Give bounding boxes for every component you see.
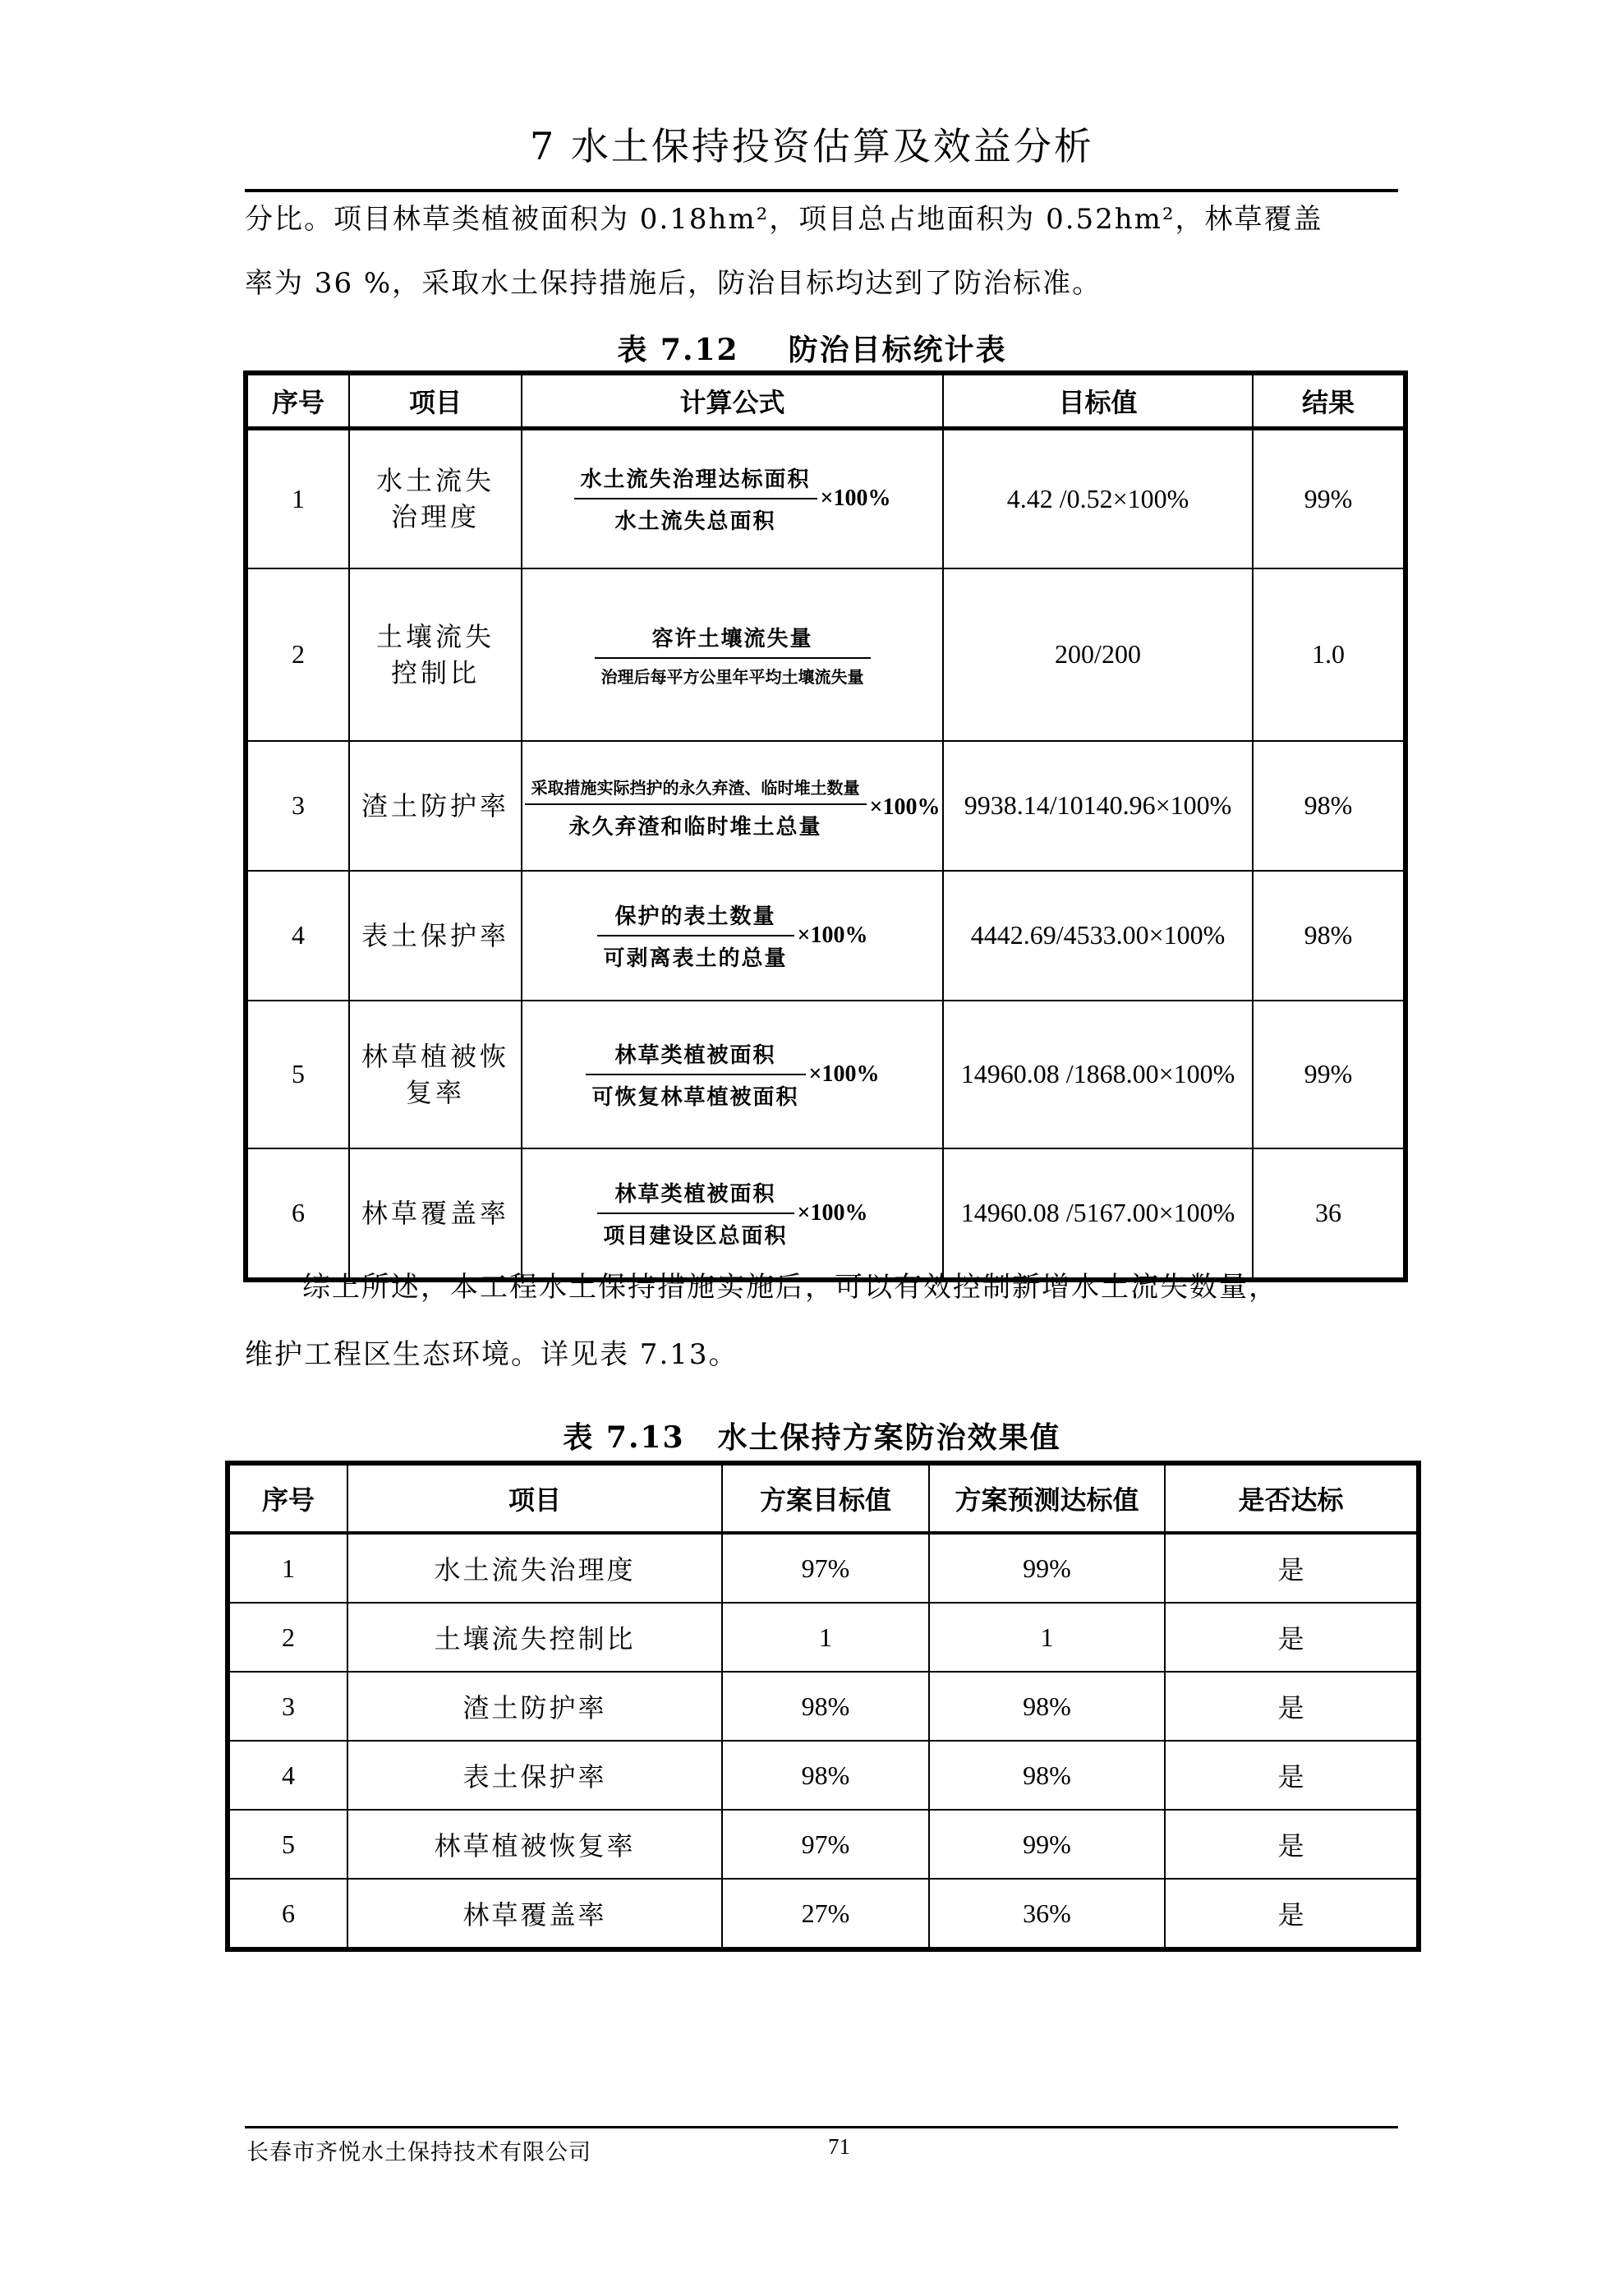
formula-denominator: 可恢复林草植被面积 bbox=[591, 1084, 799, 1110]
table-header-row bbox=[228, 1463, 1419, 1533]
formula-fraction bbox=[525, 773, 867, 842]
formula-fraction bbox=[597, 898, 794, 973]
item-name-line1: 水土流失 bbox=[375, 465, 495, 497]
predicted-value: 98% bbox=[929, 1741, 1165, 1810]
table-row bbox=[246, 741, 1405, 871]
formula-fraction bbox=[586, 1037, 806, 1112]
item-name-line1: 表土保护率 bbox=[361, 919, 509, 951]
item-name bbox=[349, 1001, 522, 1148]
summary-line-1: 综上所述，本工程水土保持措施实施后，可以有效控制新增水土流失数量， bbox=[302, 1271, 1278, 1304]
formula bbox=[574, 461, 891, 536]
item-name: 渣土防护率 bbox=[347, 1672, 722, 1741]
row-number: 3 bbox=[246, 741, 349, 871]
predicted-value: 98% bbox=[929, 1672, 1165, 1741]
header-met: 是否达标 bbox=[1165, 1463, 1419, 1533]
formula-denominator: 治理后每平方公里年平均土壤流失量 bbox=[600, 666, 864, 687]
page-number: 71 bbox=[828, 2134, 850, 2159]
item-name-line1: 林草植被恢 bbox=[361, 1040, 509, 1072]
table-712-caption bbox=[0, 327, 1624, 369]
row-number: 5 bbox=[228, 1810, 347, 1879]
formula-cell bbox=[522, 871, 943, 1001]
formula-numerator: 林草类植被面积 bbox=[614, 1181, 776, 1207]
fraction-bar bbox=[595, 657, 871, 659]
table-row bbox=[246, 871, 1405, 1001]
table-row bbox=[228, 1672, 1419, 1741]
predicted-value: 36% bbox=[929, 1879, 1165, 1949]
chapter-title: 7 水土保持投资估算及效益分析 bbox=[530, 124, 1094, 168]
row-number: 4 bbox=[246, 871, 349, 1001]
met-status: 是 bbox=[1165, 1741, 1419, 1810]
plan-target-value: 1 bbox=[722, 1603, 929, 1672]
table-row bbox=[228, 1533, 1419, 1603]
header-formula: 计算公式 bbox=[522, 373, 943, 429]
header-item: 项目 bbox=[349, 373, 522, 429]
plan-target-value: 98% bbox=[722, 1672, 929, 1741]
prevention-effect-table bbox=[225, 1461, 1421, 1952]
formula-multiplier: ×100% bbox=[797, 922, 868, 948]
table-row bbox=[228, 1810, 1419, 1879]
intro-line-1: 分比。项目林草类植被面积为 0.18hm²，项目总占地面积为 0.52hm²，林草覆盖 bbox=[245, 203, 1323, 236]
formula-fraction bbox=[595, 620, 871, 689]
item-name-line2: 复率 bbox=[405, 1076, 465, 1108]
result-value: 36 bbox=[1253, 1148, 1405, 1280]
table-713-caption bbox=[0, 1415, 1624, 1456]
row-number: 1 bbox=[246, 429, 349, 568]
header-target: 目标值 bbox=[943, 373, 1253, 429]
row-number: 2 bbox=[228, 1603, 347, 1672]
formula-cell bbox=[522, 568, 943, 741]
target-value: 200/200 bbox=[943, 568, 1253, 741]
formula bbox=[597, 898, 868, 973]
table-row bbox=[228, 1879, 1419, 1949]
result-value: 99% bbox=[1253, 1001, 1405, 1148]
formula-denominator: 可剥离表土的总量 bbox=[603, 946, 788, 971]
header-plan-target: 方案目标值 bbox=[722, 1463, 929, 1533]
item-name-line2: 控制比 bbox=[390, 656, 480, 688]
formula-denominator: 水土流失总面积 bbox=[614, 509, 776, 535]
table-713-caption-number: 表 7.13 bbox=[563, 1420, 685, 1455]
result-value: 1.0 bbox=[1253, 568, 1405, 741]
result-value: 98% bbox=[1253, 871, 1405, 1001]
item-name: 林草植被恢复率 bbox=[347, 1810, 722, 1879]
header-no: 序号 bbox=[228, 1463, 347, 1533]
met-status: 是 bbox=[1165, 1672, 1419, 1741]
item-name: 林草覆盖率 bbox=[347, 1879, 722, 1949]
table-row bbox=[246, 429, 1405, 568]
fraction-bar bbox=[597, 935, 794, 936]
row-number: 6 bbox=[246, 1148, 349, 1280]
item-name: 土壤流失控制比 bbox=[347, 1603, 722, 1672]
formula-cell bbox=[522, 1001, 943, 1148]
plan-target-value: 97% bbox=[722, 1533, 929, 1603]
footer-company: 长春市齐悦水土保持技术有限公司 bbox=[246, 2140, 591, 2165]
formula bbox=[525, 773, 941, 842]
table-row bbox=[246, 1001, 1405, 1148]
met-status: 是 bbox=[1165, 1603, 1419, 1672]
met-status: 是 bbox=[1165, 1533, 1419, 1603]
predicted-value: 99% bbox=[929, 1810, 1165, 1879]
formula-numerator: 水土流失治理达标面积 bbox=[580, 467, 811, 493]
row-number: 6 bbox=[228, 1879, 347, 1949]
item-name bbox=[349, 741, 522, 871]
table-712-caption-number: 表 7.12 bbox=[617, 333, 739, 367]
target-value: 4442.69/4533.00×100% bbox=[943, 871, 1253, 1001]
formula-denominator: 项目建设区总面积 bbox=[603, 1223, 788, 1249]
summary-line-2: 维护工程区生态环境。详见表 7.13。 bbox=[245, 1338, 738, 1371]
item-name bbox=[349, 871, 522, 1001]
item-name-line1: 林草覆盖率 bbox=[361, 1197, 509, 1229]
predicted-value: 1 bbox=[929, 1603, 1165, 1672]
target-value: 4.42 /0.52×100% bbox=[943, 429, 1253, 568]
table-713-caption-title: 水土保持方案防治效果值 bbox=[717, 1420, 1061, 1455]
formula bbox=[586, 1037, 880, 1112]
row-number: 3 bbox=[228, 1672, 347, 1741]
formula-multiplier: ×100% bbox=[808, 1061, 880, 1087]
met-status: 是 bbox=[1165, 1879, 1419, 1949]
formula-multiplier: ×100% bbox=[797, 1199, 868, 1226]
formula-fraction bbox=[574, 461, 817, 536]
predicted-value: 99% bbox=[929, 1533, 1165, 1603]
header-predicted: 方案预测达标值 bbox=[929, 1463, 1165, 1533]
result-value: 99% bbox=[1253, 429, 1405, 568]
met-status: 是 bbox=[1165, 1810, 1419, 1879]
item-name bbox=[349, 429, 522, 568]
table-row bbox=[246, 568, 1405, 741]
table-header-row bbox=[246, 373, 1405, 429]
header-no: 序号 bbox=[246, 373, 349, 429]
formula-numerator: 保护的表土数量 bbox=[614, 904, 776, 929]
fraction-bar bbox=[597, 1213, 794, 1214]
header-item: 项目 bbox=[347, 1463, 722, 1533]
item-name-line1: 土壤流失 bbox=[375, 620, 495, 652]
intro-line-2: 率为 36 %，采取水土保持措施后，防治目标均达到了防治标准。 bbox=[245, 267, 1102, 300]
item-name: 水土流失治理度 bbox=[347, 1533, 722, 1603]
table-row bbox=[228, 1603, 1419, 1672]
item-name bbox=[349, 568, 522, 741]
item-name-line1: 渣土防护率 bbox=[361, 789, 509, 821]
plan-target-value: 98% bbox=[722, 1741, 929, 1810]
formula-denominator: 永久弃渣和临时堆土总量 bbox=[568, 815, 822, 840]
item-name: 表土保护率 bbox=[347, 1741, 722, 1810]
table-712-caption-title: 防治目标统计表 bbox=[788, 333, 1007, 367]
formula-numerator: 容许土壤流失量 bbox=[651, 626, 813, 651]
formula bbox=[597, 1176, 868, 1251]
formula-numerator: 采取措施实际挡护的永久弃渣、临时堆土数量 bbox=[531, 778, 860, 798]
plan-target-value: 27% bbox=[722, 1879, 929, 1949]
header-result: 结果 bbox=[1253, 373, 1405, 429]
formula-numerator: 林草类植被面积 bbox=[614, 1042, 776, 1068]
fraction-bar bbox=[574, 498, 817, 499]
table-row bbox=[228, 1741, 1419, 1810]
plan-target-value: 97% bbox=[722, 1810, 929, 1879]
formula-cell bbox=[522, 429, 943, 568]
target-value: 9938.14/10140.96×100% bbox=[943, 741, 1253, 871]
row-number: 5 bbox=[246, 1001, 349, 1148]
item-name-line2: 治理度 bbox=[390, 501, 480, 533]
fraction-bar bbox=[586, 1074, 806, 1075]
formula-multiplier: ×100% bbox=[869, 794, 941, 820]
formula-fraction bbox=[597, 1176, 794, 1251]
formula-cell bbox=[522, 741, 943, 871]
formula bbox=[595, 620, 871, 689]
footer-rule bbox=[245, 2126, 1398, 2128]
result-value: 98% bbox=[1253, 741, 1405, 871]
row-number: 4 bbox=[228, 1741, 347, 1810]
row-number: 1 bbox=[228, 1533, 347, 1603]
target-value: 14960.08 /5167.00×100% bbox=[943, 1148, 1253, 1280]
target-value: 14960.08 /1868.00×100% bbox=[943, 1001, 1253, 1148]
row-number: 2 bbox=[246, 568, 349, 741]
fraction-bar bbox=[525, 803, 867, 805]
prevention-target-table bbox=[243, 370, 1408, 1282]
formula-multiplier: ×100% bbox=[820, 485, 891, 512]
